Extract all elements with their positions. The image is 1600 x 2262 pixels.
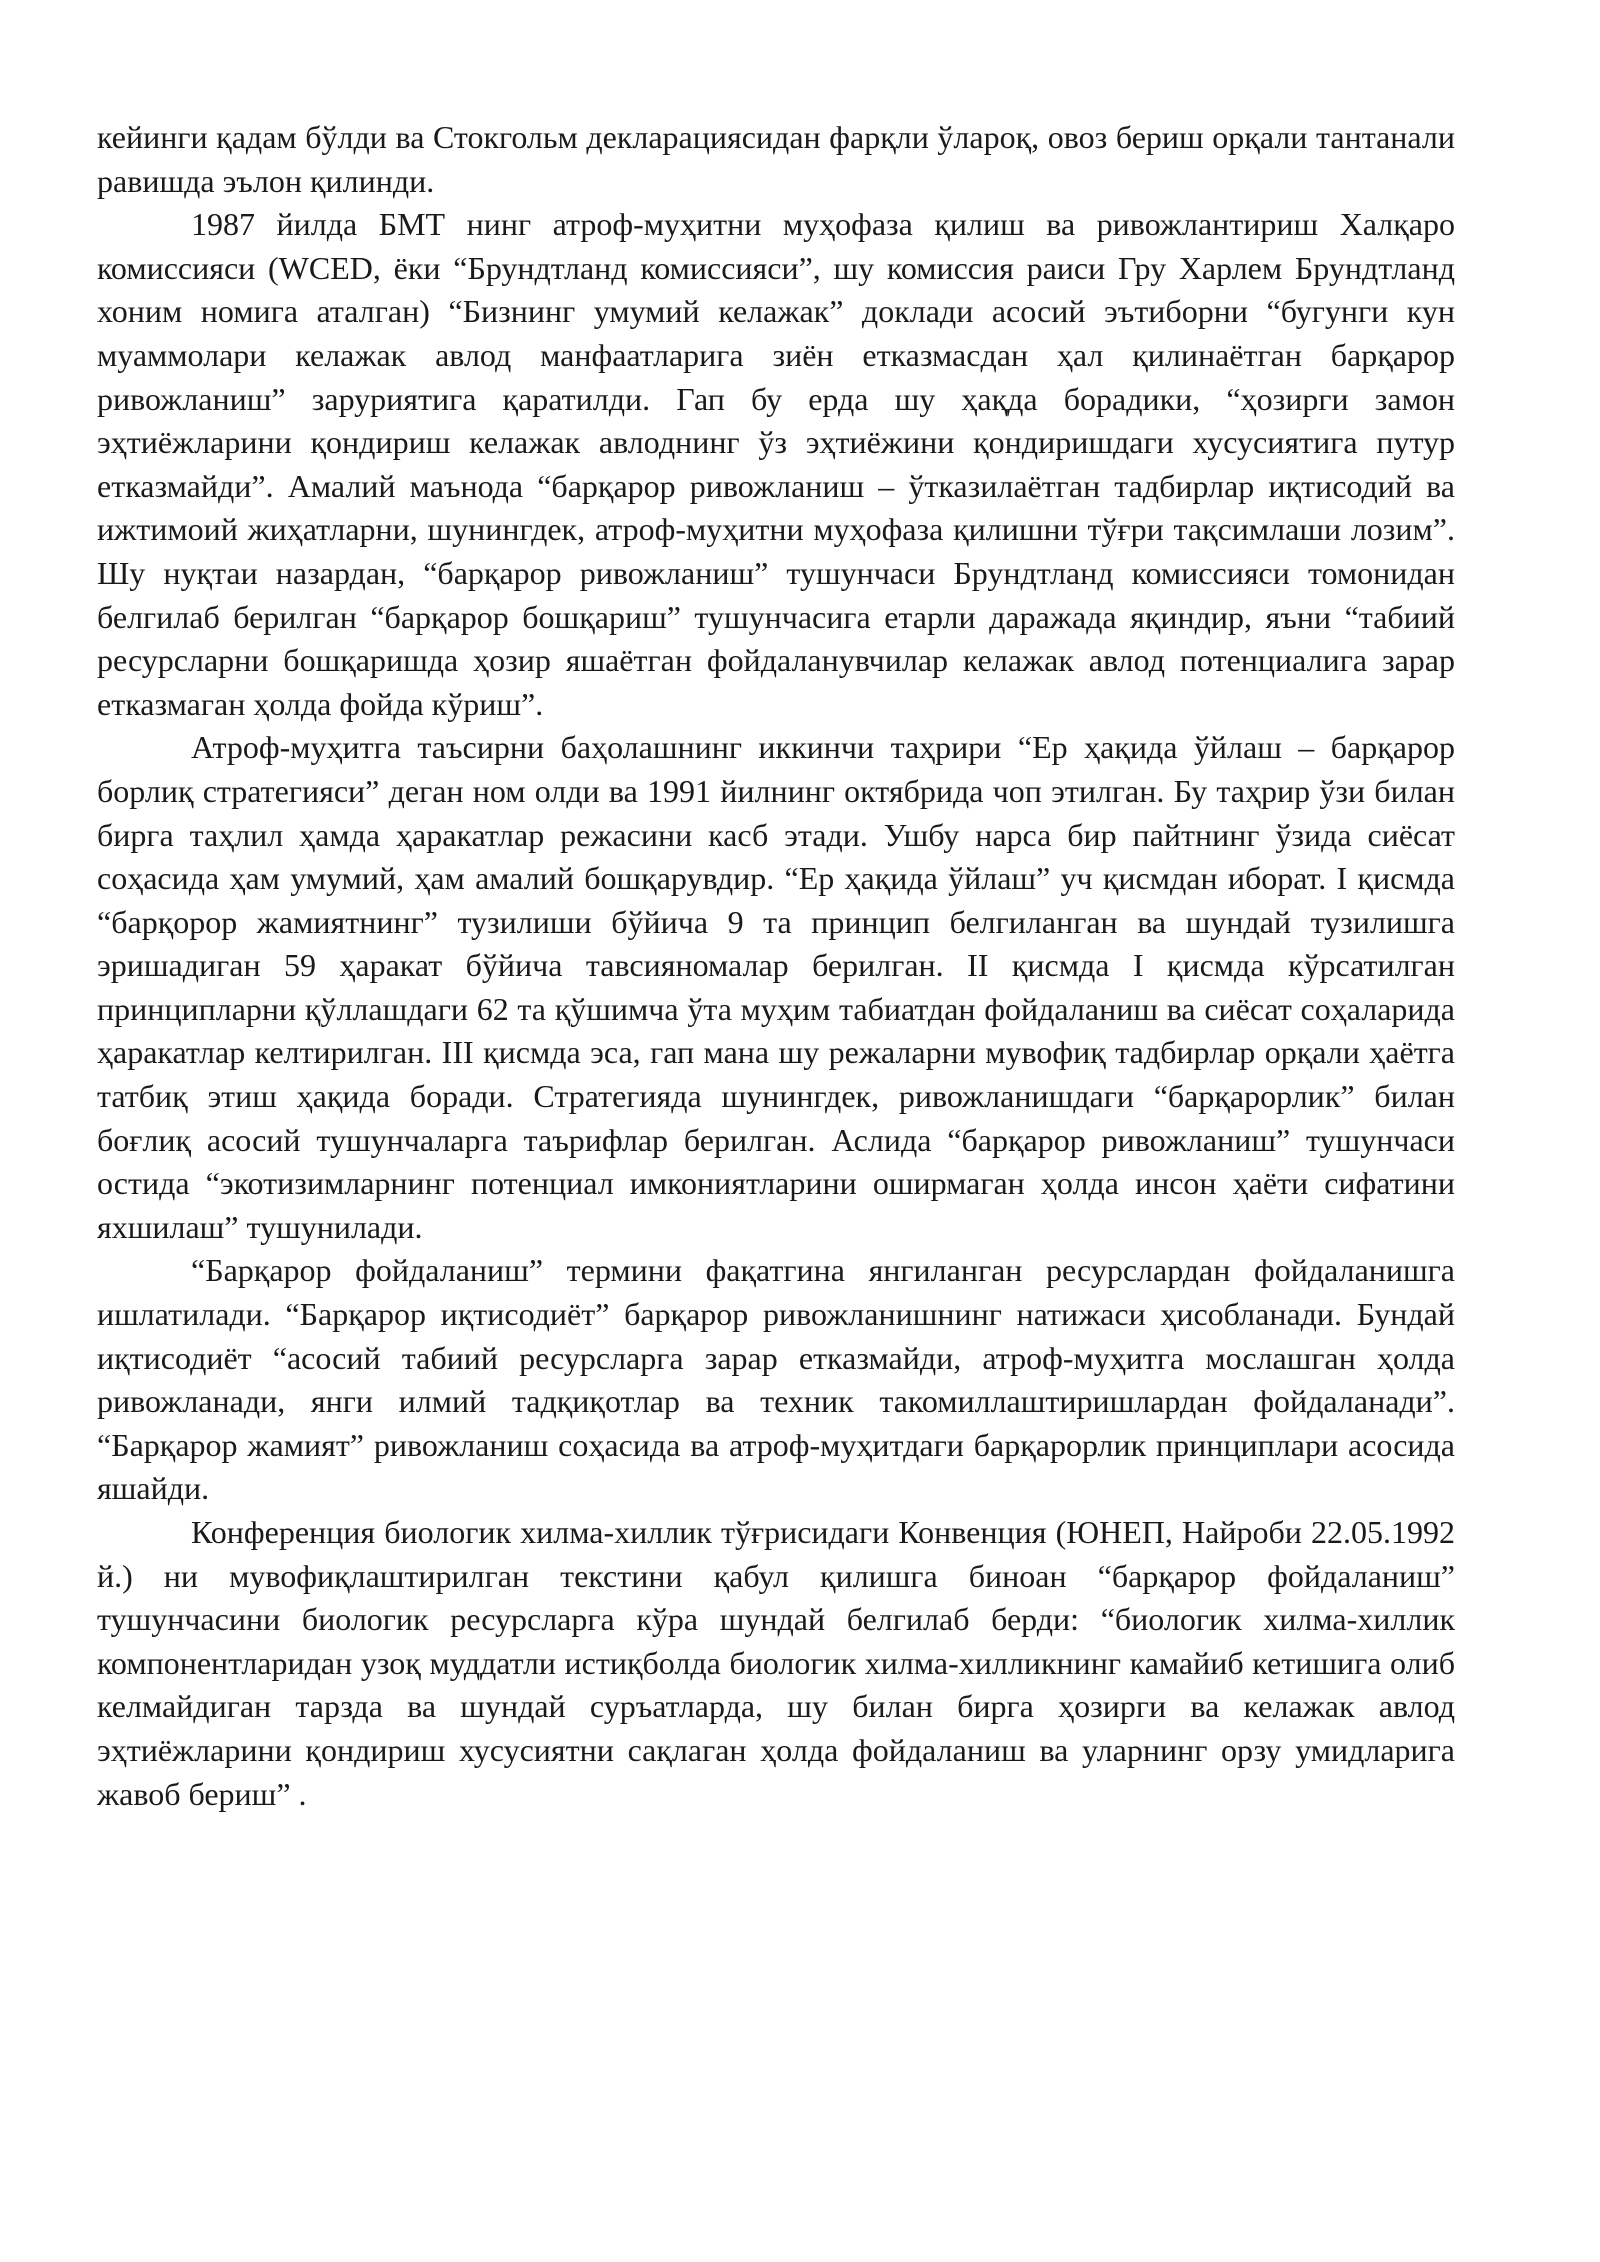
paragraph-wced-report: 1987 йилда БМТ нинг атроф-муҳитни муҳофаза қилиш ва ривожлантириш Халқаро комиссияси (WCED, ёки “Брундтланд комиссияси”, шу комиссия раиси Гру Харлем Брундтланд хоним номига аталган) “Бизнинг умумий келажак” доклади асосий эътиборни “бугунги кун муаммолари келажак авлод манфаатларига зиён етказмасдан ҳал қилинаётган барқарор ривожланиш” заруриятига қаратилди. Гап бу ерда шу ҳақда борадики, “ҳозирги замон эҳтиёжларини қондириш келажак авлоднинг ўз эҳтиёжини қондиришдаги хусусиятига путур етказмайди”. Амалий маънода “барқарор ривожланиш – ўтказилаётган тадбирлар иқтисодий ва ижтимоий жиҳатларни, шунингдек, атроф-муҳитни муҳофаза қилишни тўғри тақсимлаши лозим”. Шу нуқтаи назардан, “барқарор ривожланиш” тушунчаси Брундтланд комиссияси томонидан белгилаб берилган “барқарор бошқариш” тушунчасига етарли даражада яқиндир, яъни “табиий ресурсларни бошқаришда ҳозир яшаётган фойдаланувчилар келажак авлод потенциалига зарар етказмаган ҳолда фойда кўриш”. [97,206,1455,722]
paragraph-continuation: кейинги қадам бўлди ва Стокгольм декларациясидан фарқли ўлароқ, овоз бериш орқали тантанали равишда эълон қилинди. [97,119,1455,199]
paragraph-biodiversity-convention: Конференция биологик хилма-хиллик тўғрисидаги Конвенция (ЮНЕП, Найроби 22.05.1992 й.) ни мувофиқлаштирилган текстини қабул қилишга биноан “барқарор фойдаланиш” тушунчасини биологик ресурсларга кўра шундай белгилаб берди: “биологик хилма-хиллик компонентларидан узоқ муддатли истиқболда биологик хилма-хилликнинг камайиб кетишига олиб келмайдиган тарзда ва шундай суръатларда, шу билан бирга ҳозирги ва келажак авлод эҳтиёжларини қондириш хусусиятни сақлаган ҳолда фойдаланиш ва уларнинг орзу умидларига жавоб бериш” . [97,1514,1455,1812]
paragraph-sustainable-use: “Барқарор фойдаланиш” термини фақатгина янгиланган ресурслардан фойдаланишга ишлатилади. “Барқарор иқтисодиёт” барқарор ривожланишнинг натижаси ҳисобланади. Бундай иқтисодиёт “асосий табиий ресурсларга зарар етказмайди, атроф-муҳитга мослашган ҳолда ривожланади, янги илмий тадқиқотлар ва техник такомиллаштиришлардан фойдаланади”. “Барқарор жамият” ривожланиш соҳасида ва атроф-муҳитдаги барқарорлик принциплари асосида яшайди. [97,1252,1455,1507]
document-body [97,116,1455,1816]
paragraph-caring-for-the-earth: Атроф-муҳитга таъсирни баҳолашнинг иккинчи таҳрири “Ер ҳақида ўйлаш – барқарор борлиқ стратегияси” деган ном олди ва 1991 йилнинг октябрида чоп этилган. Бу таҳрир ўзи билан бирга таҳлил ҳамда ҳаракатлар режасини касб этади. Ушбу нарса бир пайтнинг ўзида сиёсат соҳасида ҳам умумий, ҳам амалий бошқарувдир. “Ер ҳақида ўйлаш” уч қисмдан иборат. I қисмда “барқорор жамиятнинг” тузилиши бўйича 9 та принцип белгиланган ва шундай тузилишга эришадиган 59 ҳаракат бўйича тавсияномалар берилган. II қисмда I қисмда кўрсатилган принципларни қўллашдаги 62 та қўшимча ўта муҳим табиатдан фойдаланиш ва сиёсат соҳаларида ҳаракатлар келтирилган. III қисмда эса, гап мана шу режаларни мувофиқ тадбирлар орқали ҳаётга татбиқ этиш ҳақида боради. Стратегияда шунингдек, ривожланишдаги “барқарорлик” билан боғлиқ асосий тушунчаларга таърифлар берилган. Аслида “барқарор ривожланиш” тушунчаси остида “экотизимларнинг потенциал имкониятларини оширмаган ҳолда инсон ҳаёти сифатини яхшилаш” тушунилади. [97,729,1455,1245]
